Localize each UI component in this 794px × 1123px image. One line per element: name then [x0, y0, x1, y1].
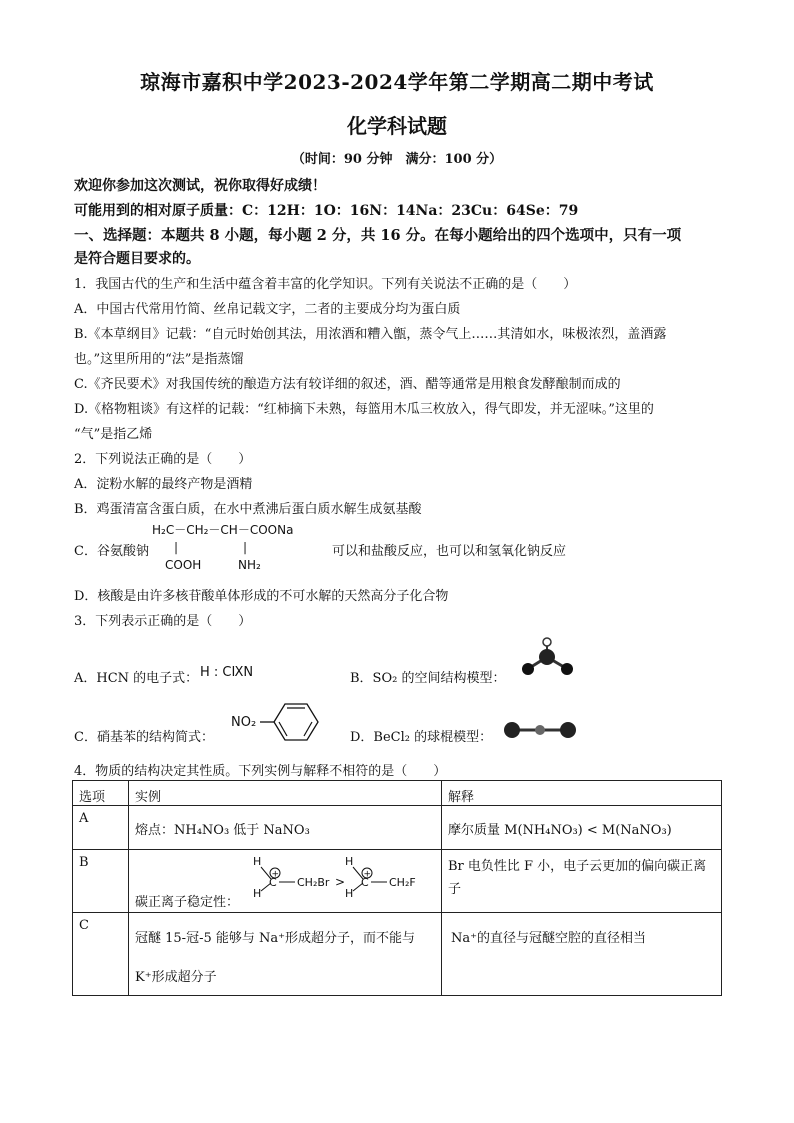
header-option: 选项: [79, 790, 106, 805]
q2-stem: 2．下列说法正确的是（ ）: [74, 452, 252, 467]
glutamate-nh2: NH₂: [238, 558, 261, 572]
q1-option-b-cont: 也。”这里所用的“法”是指蒸馏: [74, 352, 244, 367]
carbocation-comparison-icon: [251, 851, 431, 909]
q3-option-c: C．硝基苯的结构简式：: [74, 730, 214, 745]
glutamate-formula-main: H₂C－CH₂－CH－COONa: [152, 523, 294, 537]
nitrobenzene-structure-icon: [228, 698, 320, 746]
q3-option-b: B．SO₂ 的空间结构模型：: [350, 671, 506, 686]
header-explanation: 解释: [448, 790, 475, 805]
q2-option-c-text: 可以和盐酸反应，也可以和氢氧化钠反应: [332, 544, 567, 559]
svg-text:H: H: [345, 887, 354, 900]
glutamate-bond-right: |: [243, 540, 248, 554]
q2-option-b: B．鸡蛋清富含蛋白质，在水中煮沸后蛋白质水解生成氨基酸: [74, 502, 422, 517]
q4-stem: 4．物质的结构决定其性质。下列实例与解释不相符的是（ ）: [74, 764, 447, 779]
q1-option-c: C.《齐民要术》对我国传统的酿造方法有较详细的叙述，酒、醋等通常是用粮食发酵酿制而成的: [74, 377, 621, 392]
nitro-group-label: NO₂: [231, 715, 257, 730]
row-c-explanation: Na⁺的直径与冠醚空腔的直径相当: [451, 931, 646, 946]
row-c-example-cont: K⁺形成超分子: [135, 970, 217, 985]
glutamate-cooh: COOH: [165, 558, 202, 572]
q3-option-a: A．HCN 的电子式：: [74, 671, 199, 686]
svg-text:C: C: [269, 876, 277, 889]
row-c-example: 冠醚 15-冠-5 能够与 Na⁺形成超分子，而不能与: [135, 931, 415, 946]
glutamate-bond-left: |: [174, 540, 179, 554]
section1-heading: 一、选择题：本题共 8 小题，每小题 2 分，共 16 分。在每小题给出的四个选项中，只有一项: [74, 227, 682, 244]
row-c-option: C: [79, 918, 89, 933]
exam-subtitle: 化学科试题: [347, 114, 447, 138]
q3-option-d: D．BeCl₂ 的球棍模型：: [350, 730, 493, 745]
q3-stem: 3．下列表示正确的是（ ）: [74, 614, 252, 629]
q1-option-a: A．中国古代常用竹简、丝帛记载文字，二者的主要成分均为蛋白质: [74, 302, 461, 317]
row-b-option: B: [79, 855, 89, 870]
hcn-electron-formula: H : CⅨN: [200, 665, 254, 680]
q1-option-d-cont: “气”是指乙烯: [74, 427, 153, 442]
welcome-text: 欢迎你参加这次测试，祝你取得好成绩！: [74, 178, 326, 194]
svg-text:H: H: [345, 855, 354, 868]
q2-option-a: A．淀粉水解的最终产物是酒精: [74, 477, 253, 492]
row-a-example: 熔点：NH₄NO₃ 低于 NaNO₃: [135, 823, 310, 838]
section1-heading-cont: 是符合题目要求的。: [74, 251, 200, 267]
becl2-ball-stick-icon: [502, 718, 578, 742]
atomic-mass-text: 可能用到的相对原子质量：C：12H：1O：16N：14Na：23Cu：64Se：79: [74, 203, 579, 219]
mol-right-group: CH₂F: [389, 876, 416, 889]
row-b-explanation: Br 电负性比 F 小，电子云更加的偏向碳正离: [448, 859, 707, 874]
q1-stem: 1．我国古代的生产和生活中蕴含着丰富的化学知识。下列有关说法不正确的是（ ）: [74, 277, 577, 292]
q2-option-d: D．核酸是由许多核苷酸单体形成的不可水解的天然高分子化合物: [74, 589, 449, 604]
q1-option-d: D.《格物粗谈》有这样的记载：“红柿摘下未熟，每篮用木瓜三枚放入，得气即发，并无涩味。”这里的: [74, 402, 654, 417]
svg-text:+: +: [363, 869, 372, 880]
q4-table: [72, 780, 722, 996]
q2-option-c-label: C．谷氨酸钠: [74, 544, 149, 559]
mol-left-group: CH₂Br: [297, 876, 330, 889]
svg-text:H: H: [253, 855, 262, 868]
row-a-option: A: [79, 811, 89, 826]
q1-option-b: B.《本草纲目》记载：“自元时始创其法，用浓酒和糟入甑，蒸令气上……其清如水，味极浓烈，盖酒露: [74, 327, 667, 342]
svg-text:+: +: [271, 869, 280, 880]
svg-text:H: H: [253, 887, 262, 900]
row-a-explanation: 摩尔质量 M(NH₄NO₃) < M(NaNO₃): [448, 823, 672, 838]
greater-than: >: [335, 875, 346, 889]
row-b-example: 碳正离子稳定性：: [135, 895, 240, 910]
svg-text:C: C: [361, 876, 369, 889]
exam-title: 琼海市嘉积中学2023-2024学年第二学期高二期中考试: [140, 70, 654, 94]
time-info: （时间：90 分钟 满分：100 分）: [291, 152, 503, 167]
row-b-explanation-cont: 子: [448, 882, 462, 897]
so2-model-icon: [516, 637, 578, 683]
header-example: 实例: [135, 790, 162, 805]
